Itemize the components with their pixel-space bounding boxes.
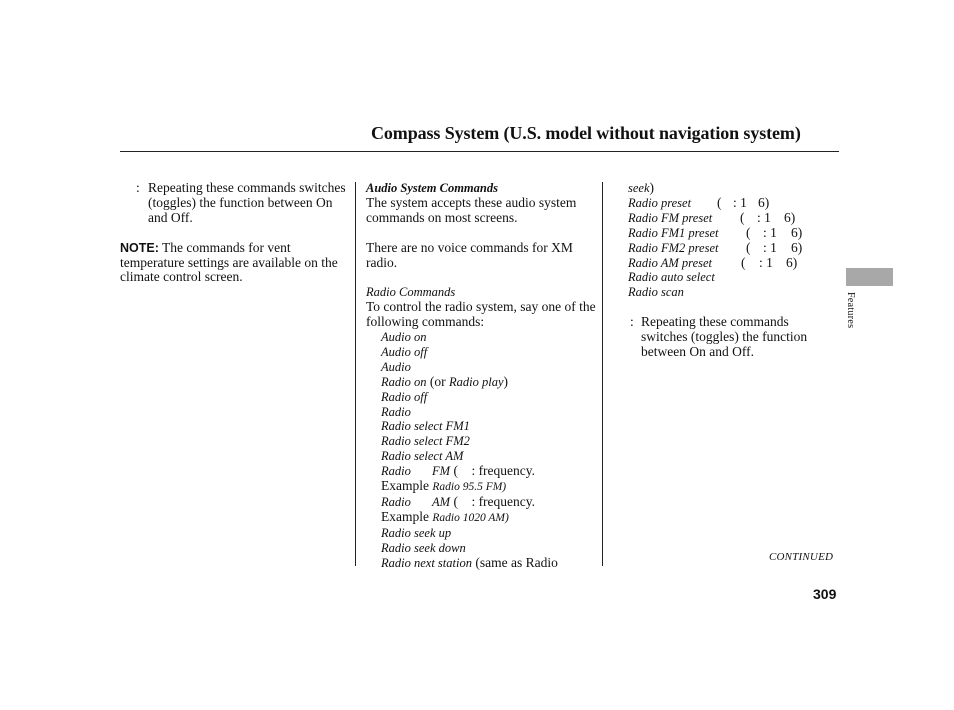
preset-row: [628, 226, 838, 241]
same-as-text: (same as Radio: [471, 554, 558, 570]
toggle-colon: :: [136, 180, 140, 195]
command-item: Radio off: [381, 389, 428, 404]
open-paren: (: [740, 209, 745, 225]
xm-note: There are no voice commands for XM radio.: [366, 239, 573, 270]
preset-row: [628, 196, 838, 211]
command-item: Radio select FM2: [381, 434, 470, 449]
radio-intro: To control the radio system, say one of the following commands:: [366, 299, 596, 330]
example-value: Radio 95.5 FM): [432, 481, 507, 494]
open-paren: (: [741, 254, 746, 270]
spacer: [120, 226, 350, 241]
column-divider: [355, 182, 356, 566]
preset-command: Radio FM1 preset: [628, 225, 719, 240]
spacer: [366, 270, 596, 285]
toggle-colon: :: [630, 314, 634, 330]
preset-range: : 1: [763, 239, 777, 255]
preset-command: Radio FM preset: [628, 210, 713, 225]
open-paren: (: [746, 224, 751, 240]
toggle-note: [120, 181, 350, 226]
command-item: Radio seek down: [381, 540, 466, 555]
command-item: Radio select FM1: [381, 419, 470, 434]
note-text: The commands for vent temperature settings are available on the climate control screen.: [120, 239, 338, 285]
command-fm: FM: [432, 464, 451, 479]
command-item-am-frequency: [366, 495, 596, 510]
command-item: Audio on: [381, 330, 427, 345]
command-auto-select: Radio auto select: [628, 270, 715, 285]
toggle-note: [628, 315, 838, 360]
example-label: Example: [381, 508, 429, 524]
section-tab: [846, 268, 893, 286]
open-paren: (: [453, 494, 458, 509]
column-divider: [602, 182, 603, 566]
preset-range-end: 6): [786, 254, 798, 270]
command-radio-play: Radio play: [448, 374, 504, 389]
preset-command: Radio AM preset: [628, 255, 713, 270]
page-title: Compass System (U.S. model without navigation system): [371, 123, 801, 143]
audio-intro: The system accepts these audio system commands on most screens.: [366, 194, 577, 225]
command-item-fm-frequency: [366, 464, 596, 479]
command-seek: seek: [628, 181, 650, 195]
spacer: [628, 300, 838, 315]
command-am: AM: [432, 495, 451, 509]
spacer: [366, 226, 596, 241]
title-rule: [120, 151, 839, 152]
example-value: Radio 1020 AM): [432, 511, 509, 524]
preset-range: : 1: [757, 209, 771, 225]
radio-commands-heading: Radio Commands: [366, 285, 456, 300]
page-number: 309: [813, 586, 837, 602]
preset-row: [628, 256, 838, 271]
preset-range-end: 6): [758, 194, 770, 210]
preset-range: : 1: [733, 194, 747, 210]
middle-column: [366, 181, 596, 571]
toggle-text: Repeating these commands switches (toggles) the function between On and Off.: [148, 180, 346, 225]
command-item: Audio off: [381, 344, 428, 359]
frequency-label: : frequency.: [471, 463, 536, 479]
preset-row: [628, 241, 838, 256]
close-paren: ): [649, 180, 655, 195]
example-label: Example: [381, 478, 429, 494]
frequency-label: : frequency.: [471, 494, 536, 509]
command-radio-on: Radio on: [381, 374, 427, 389]
fm-example: [366, 479, 596, 495]
audio-commands-heading: Audio System Commands: [366, 181, 498, 195]
left-column: [120, 181, 350, 285]
continued-label: CONTINUED: [769, 551, 834, 563]
preset-command: Radio FM2 preset: [628, 240, 719, 255]
section-label: Features: [845, 292, 856, 329]
command-radio: Radio: [381, 464, 411, 479]
command-item: Radio select AM: [381, 449, 464, 464]
toggle-text: Repeating these commands switches (toggles) the function between On and Off.: [641, 314, 808, 359]
am-example: [366, 510, 596, 526]
seek-continuation: [628, 181, 838, 196]
command-item: Radio seek up: [381, 525, 452, 540]
command-scan: Radio scan: [628, 285, 684, 300]
command-item: Audio: [381, 359, 411, 374]
close-paren: ): [503, 373, 508, 389]
preset-range: : 1: [763, 224, 777, 240]
command-item: Radio: [381, 404, 411, 419]
preset-range-end: 6): [791, 239, 803, 255]
right-column: [628, 181, 838, 360]
preset-command: Radio preset: [628, 195, 692, 210]
preset-row: [628, 211, 838, 226]
open-paren: (: [746, 239, 751, 255]
preset-range: : 1: [759, 254, 773, 270]
note-label: NOTE:: [120, 240, 159, 255]
command-next-station: Radio next station: [381, 555, 472, 570]
preset-range-end: 6): [791, 224, 803, 240]
command-item-radio-on: [366, 375, 596, 390]
or-text: (or: [426, 373, 449, 389]
command-radio: Radio: [381, 495, 411, 509]
open-paren: (: [717, 194, 722, 210]
open-paren: (: [453, 463, 458, 479]
vent-note: [120, 241, 350, 286]
command-item-next-station: [366, 556, 596, 571]
preset-range-end: 6): [784, 209, 796, 225]
